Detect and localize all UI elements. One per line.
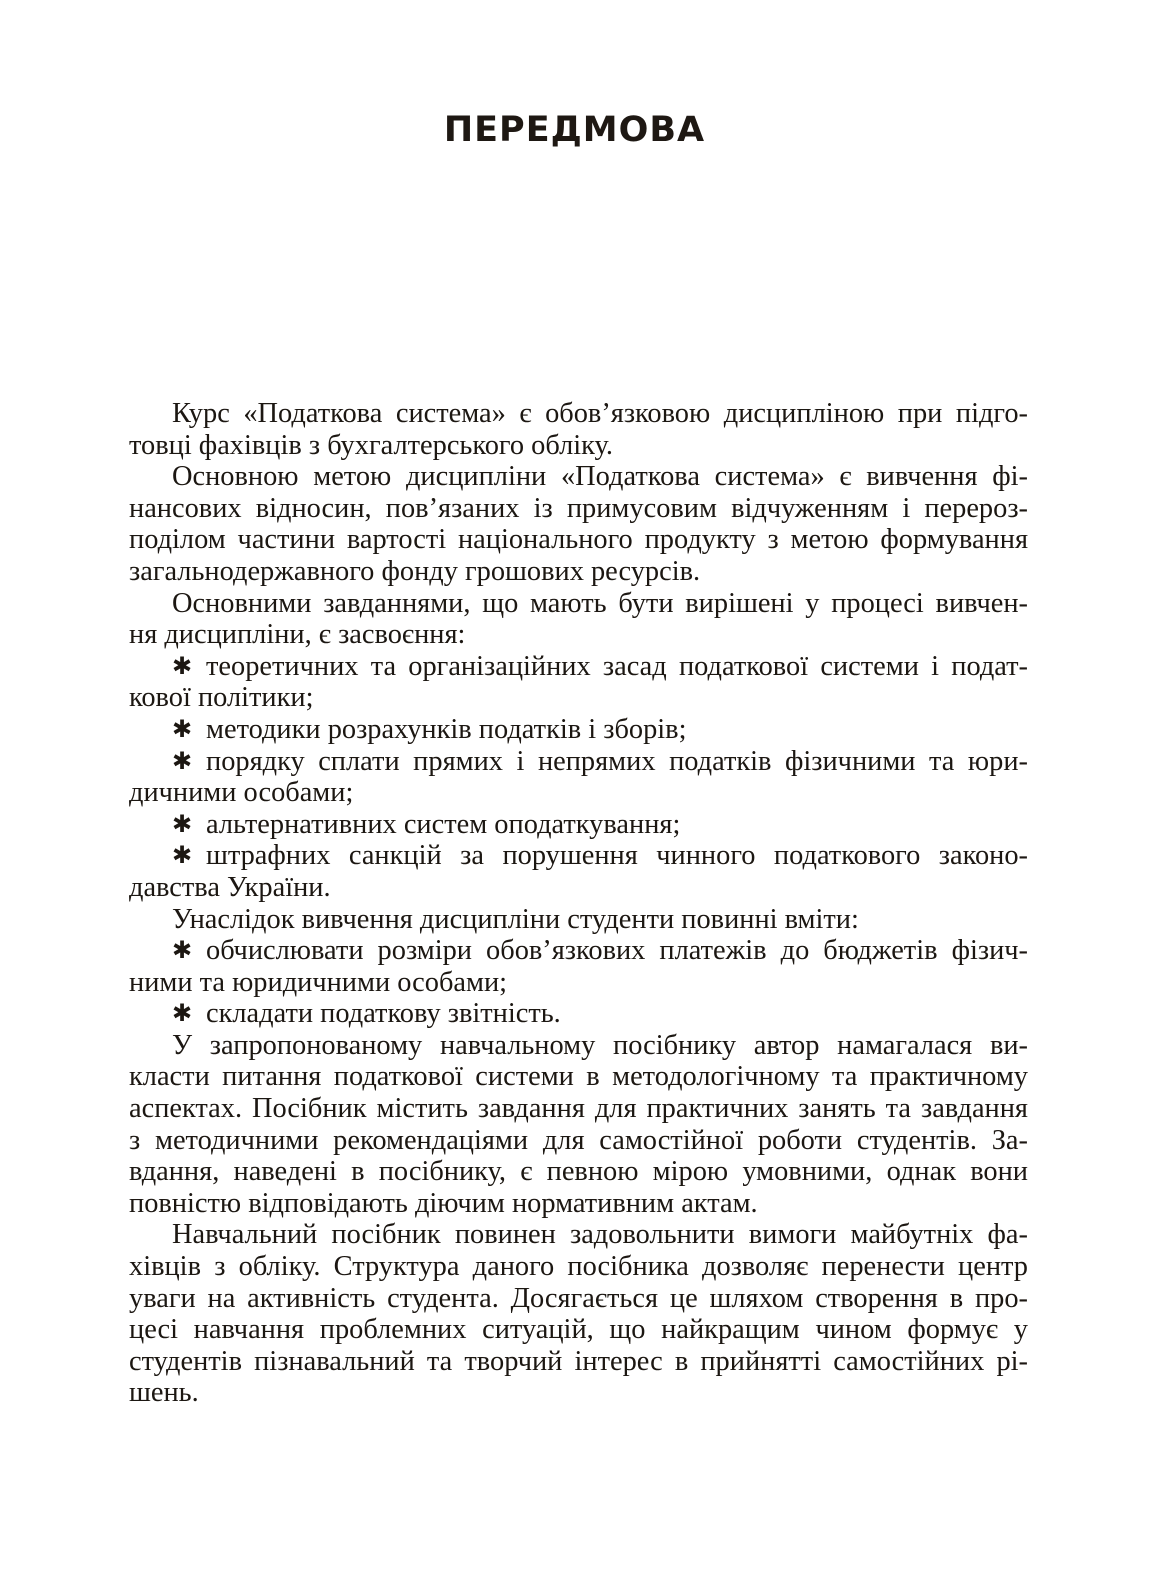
text-line: Курс «Податкова система» є обов’язковою дисципліною при підго- — [172, 398, 1028, 429]
text-line: хівців з обліку. Структура даного посібника дозволяє перенести центр — [129, 1251, 1028, 1283]
text-line: кової політики; — [129, 682, 314, 714]
text-line: класти питання податкової системи в методологічному та практичному — [129, 1061, 1028, 1093]
text-line: товці фахівців з бухгалтерського обліку. — [129, 429, 613, 461]
text-line: аспектах. Посібник містить завдання для практичних занять та завдання — [129, 1093, 1028, 1125]
bullet-line — [129, 809, 1028, 841]
text-line: Основними завданнями, що мають бути вирішені у процесі вивчен- — [172, 587, 1028, 619]
text-line: повністю відповідають діючим нормативним актам. — [129, 1187, 758, 1219]
text-line: нансових відносин, пов’язаних із примусовим відчуженням і перероз- — [129, 492, 1028, 524]
text-line: з методичними рекомендаціями для самостійної роботи студентів. За- — [129, 1124, 1028, 1156]
preface-text — [129, 398, 1028, 1409]
text-line: ня дисципліни, є засвоєння: — [129, 619, 466, 651]
bullet-text: порядку сплати прямих і непрямих податків фізичними та юри- — [206, 745, 1028, 777]
bullet-text: штрафних санкцій за порушення чинного податкового законо- — [206, 840, 1028, 872]
text-line: дичними особами; — [129, 777, 354, 809]
asterisk-bullet-icon: ✱ — [172, 716, 193, 743]
asterisk-bullet-icon: ✱ — [172, 748, 193, 775]
bullet-line — [129, 714, 1028, 746]
bullet-text: альтернативних систем оподаткування; — [206, 808, 681, 840]
text-line: Унаслідок вивчення дисципліни студенти повинні вміти: — [172, 903, 859, 935]
text-line: Навчальний посібник повинен задовольнити вимоги майбутніх фа- — [172, 1219, 1028, 1251]
bullet-line — [129, 935, 1028, 967]
asterisk-bullet-icon: ✱ — [172, 843, 193, 870]
text-line: загальнодержавного фонду грошових ресурсів. — [129, 555, 701, 587]
text-line: вдання, наведені в посібнику, є певною мірою умовними, однак вони — [129, 1156, 1028, 1188]
text-line: уваги на активність студента. Досягається це шляхом створення в про- — [129, 1282, 1028, 1314]
text-line: У запропонованому навчальному посібнику автор намагалася ви- — [172, 1029, 1028, 1061]
text-line: шень. — [129, 1377, 199, 1409]
text-line: ними та юридичними особами; — [129, 966, 508, 998]
text-line: цесі навчання проблемних ситуацій, що найкращим чином формує у — [129, 1314, 1028, 1346]
text-line: Основною метою дисципліни «Податкова система» є вивчення фі- — [172, 461, 1028, 493]
bullet-text: обчислювати розміри обов’язкових платежів до бюджетів фізич- — [206, 935, 1028, 967]
bullet-text: теоретичних та організаційних засад податкової системи і подат- — [206, 650, 1028, 682]
bullet-text: складати податкову звітність. — [206, 998, 561, 1030]
asterisk-bullet-icon: ✱ — [172, 938, 193, 965]
asterisk-bullet-icon: ✱ — [172, 1001, 193, 1028]
text-line: поділом частини вартості національного продукту з метою формування — [129, 524, 1028, 556]
text-line: давства України. — [129, 871, 331, 903]
bullet-line — [129, 651, 1028, 683]
bullet-line — [129, 840, 1028, 872]
text-line: студентів пізнавальний та творчий інтерес в прийнятті самостійних рі- — [129, 1345, 1028, 1377]
asterisk-bullet-icon: ✱ — [172, 653, 193, 680]
asterisk-bullet-icon: ✱ — [172, 811, 193, 838]
bullet-text: методики розрахунків податків і зборів; — [206, 713, 687, 745]
bullet-line — [129, 998, 1028, 1030]
page-title: ПЕРЕДМОВА — [443, 110, 706, 150]
bullet-line — [129, 746, 1028, 778]
